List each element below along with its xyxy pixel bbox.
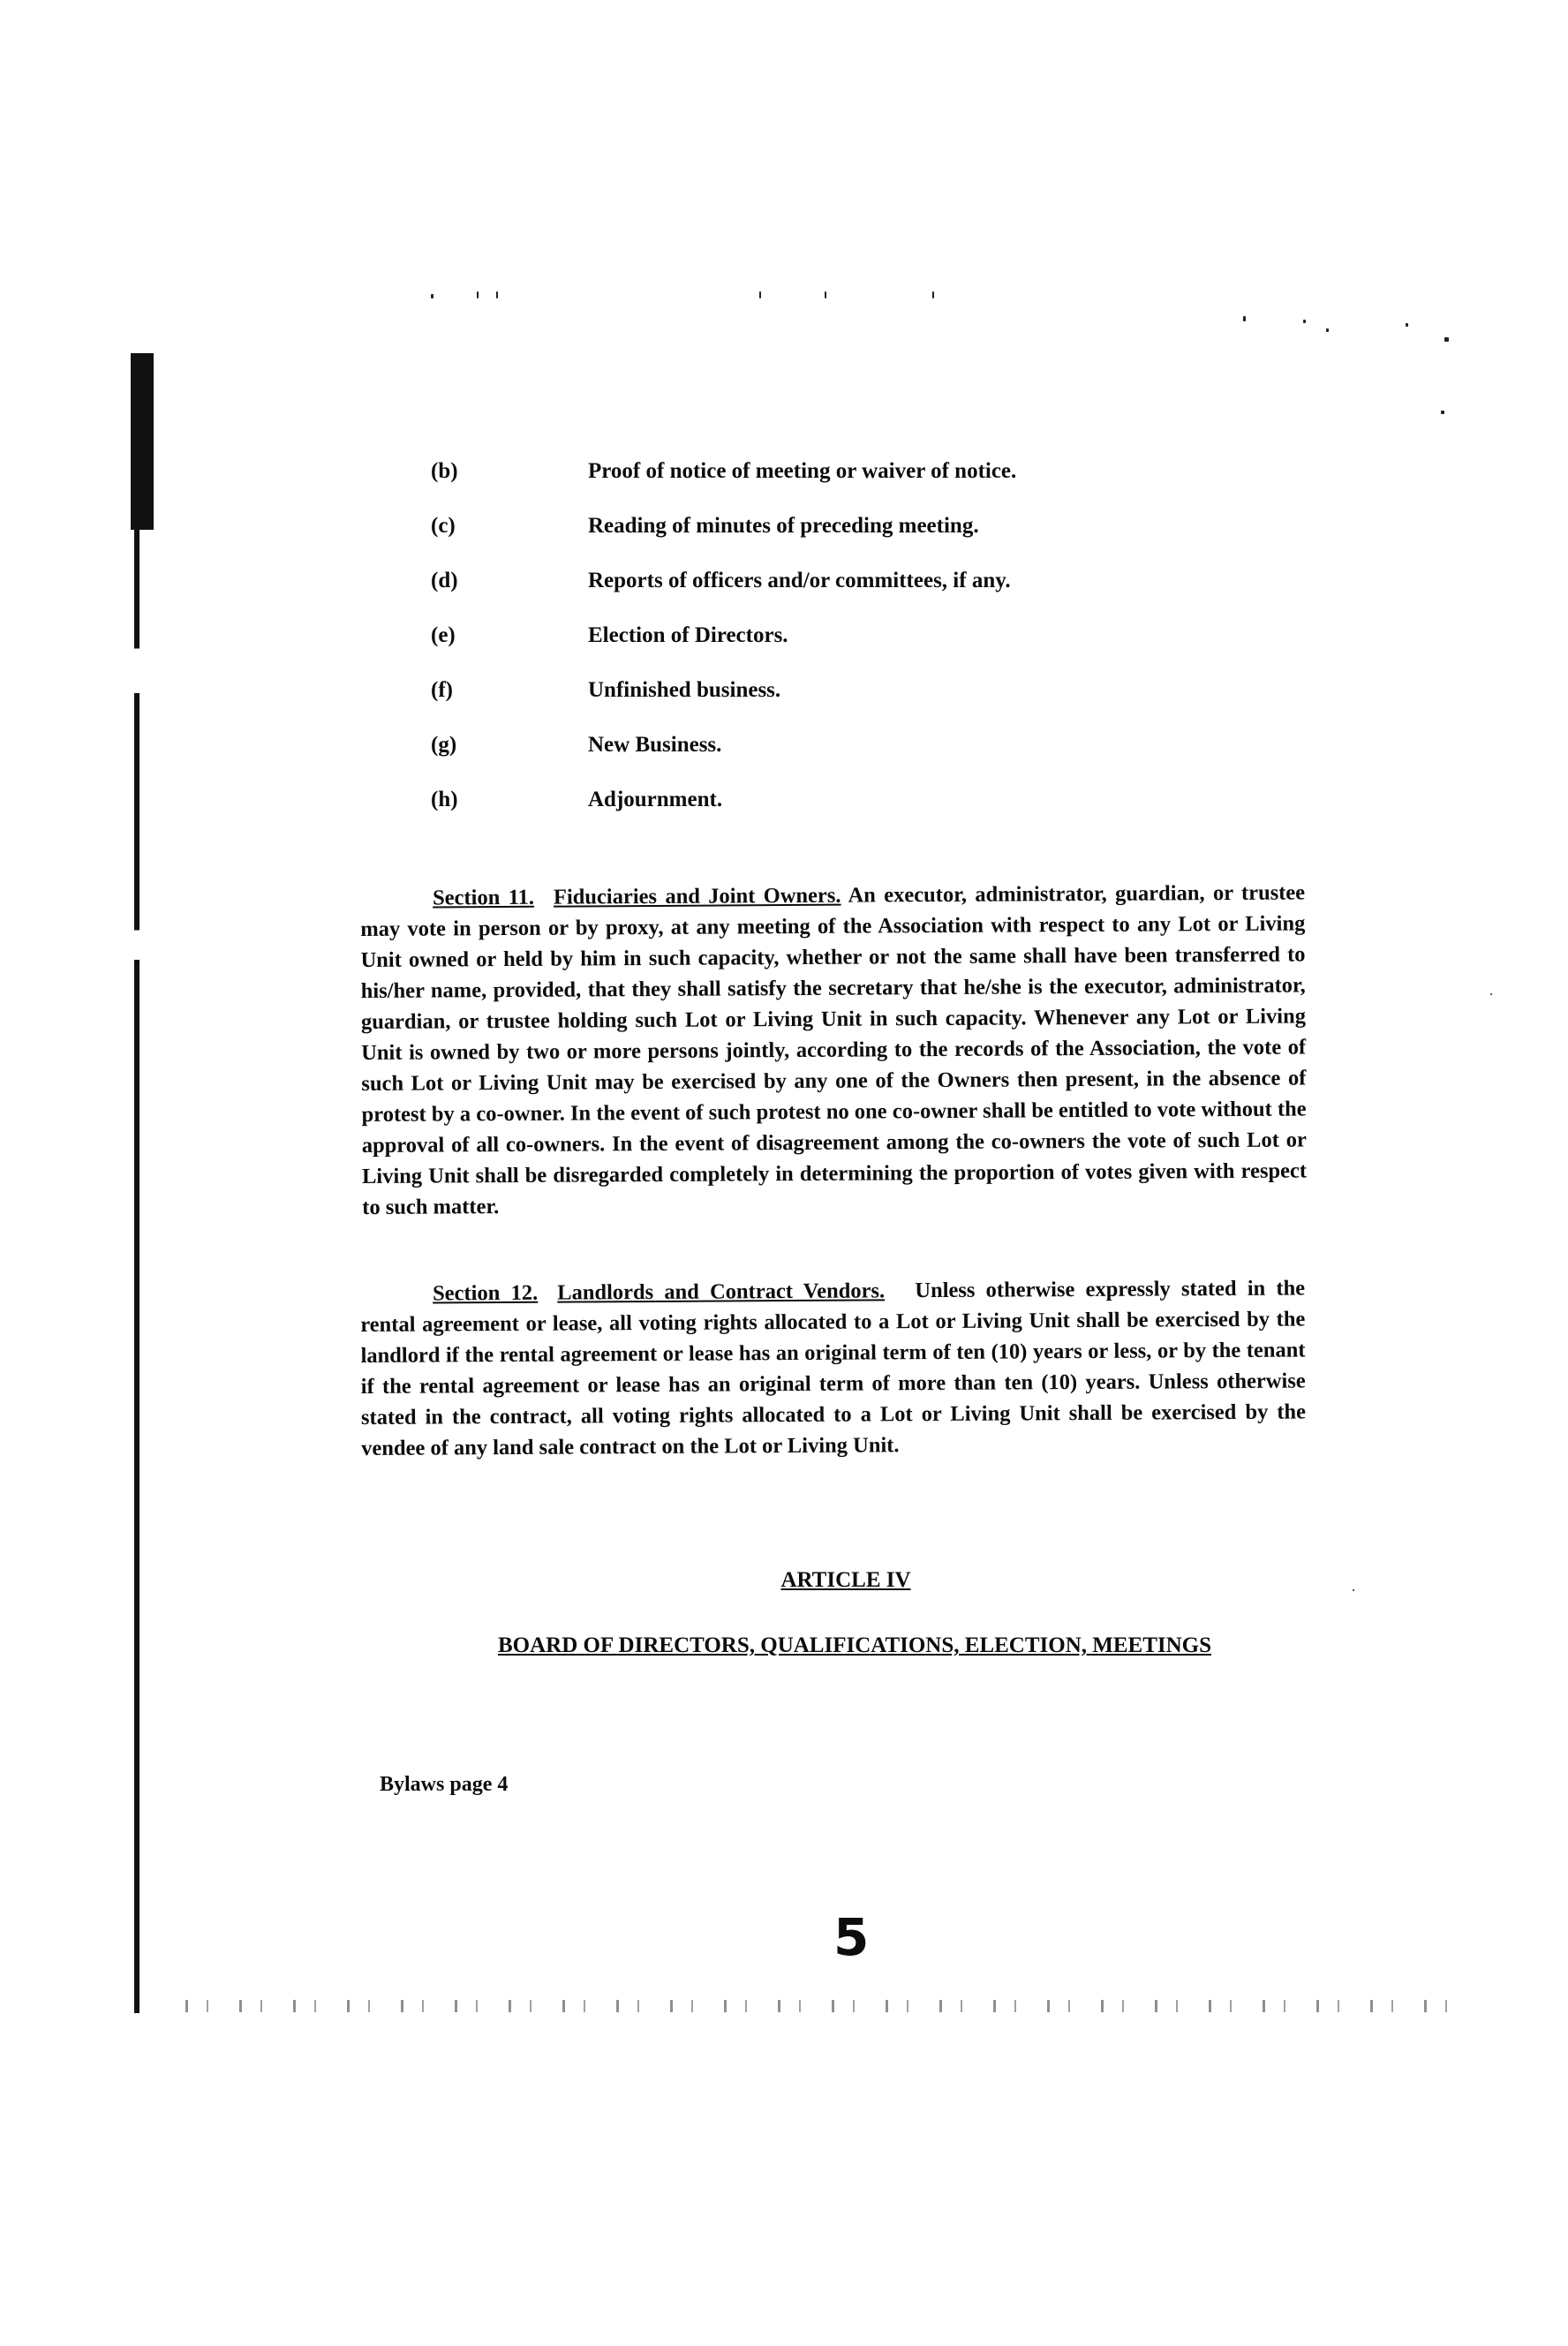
agenda-item-text: Unfinished business. <box>588 678 781 702</box>
paragraph-indent <box>360 904 433 905</box>
agenda-item-text: Proof of notice of meeting or waiver of notice. <box>588 459 1017 483</box>
section-12-paragraph <box>360 1272 1306 1464</box>
agenda-item-letter: (e) <box>431 623 456 647</box>
page-number: 5 <box>833 1907 870 1967</box>
scan-speck <box>825 291 826 298</box>
section-11-paragraph <box>360 877 1307 1223</box>
agenda-item-text: Reports of officers and/or committees, if any. <box>588 569 1011 592</box>
agenda-item <box>431 678 1225 733</box>
agenda-item-text: New Business. <box>588 733 722 757</box>
agenda-item-text: Adjournment. <box>588 788 723 811</box>
scan-speck <box>932 291 934 298</box>
scan-speck <box>1326 328 1329 332</box>
agenda-item <box>431 733 1225 788</box>
section-12-body: Unless otherwise expressly stated in the rental agreement or lease, all voting rights allocated to a Lot or Living Unit shall be exercised by the landlord if the rental agreement or lease has an original term of ten (10) years or less, or by the tenant if the rental agreement or lease has an original term of more than ten (10) years. Unless otherwise stated in the contract, all voting rights allocated to a Lot or Living Unit shall be exercised by the vendee of any land sale contract on the Lot or Living Unit. <box>360 1276 1307 1460</box>
agenda-item-text: Election of Directors. <box>588 623 788 647</box>
paragraph-indent <box>360 1300 433 1301</box>
agenda-item-letter: (f) <box>431 678 453 702</box>
agenda-item <box>431 459 1225 514</box>
scan-edge-dots <box>185 2000 1466 2012</box>
article-title: BOARD OF DIRECTORS, QUALIFICATIONS, ELECTION, MEETINGS <box>497 1633 1212 1657</box>
section-11-label: Section 11. <box>433 885 535 910</box>
section-11-title: Fiduciaries and Joint Owners. <box>553 883 841 909</box>
scan-speck <box>1303 320 1306 323</box>
article-number: ARTICLE IV <box>780 1568 911 1592</box>
agenda-item <box>431 514 1225 569</box>
agenda-list <box>431 459 1225 842</box>
scan-speck <box>1243 316 1246 321</box>
agenda-item-letter: (d) <box>431 569 458 592</box>
scan-speck <box>1444 337 1449 342</box>
scan-speck <box>1490 993 1492 995</box>
scan-speck <box>431 294 433 298</box>
scan-speck <box>759 291 761 298</box>
scan-speck <box>496 291 498 298</box>
scan-speck <box>1441 411 1444 414</box>
section-11-body: An executor, administrator, guardian, or trustee may vote in person or by proxy, at any meeting of the Association with respect to any Lot or Living Unit owned or held by him in such capacity, whether or not the same shall have been transferred to his/her name, provided, that they shall satisfy the secretary that he/she is the executor, administrator, guardian, or trustee holding such Lot or Living Unit in such capacity. Whenever any Lot or Living Unit is owned by two or more persons jointly, according to the records of the Association, the vote of such Lot or Living Unit may be exercised by any one of the Owners then present, in the absence of protest by a co-owner. In the event of such protest no one co-owner shall be entitled to vote without the approval of all co-owners. In the event of disagreement among the co-owners the vote of such Lot or Living Unit shall be disregarded completely in determining the proportion of votes given with respect to such matter. <box>360 880 1308 1219</box>
binding-edge-line <box>134 530 139 2013</box>
binding-mark <box>131 353 154 530</box>
agenda-item-letter: (c) <box>431 514 456 538</box>
section-12-title: Landlords and Contract Vendors. <box>557 1279 886 1305</box>
scan-speck <box>1406 323 1408 327</box>
agenda-item-letter: (b) <box>431 459 458 483</box>
agenda-item-letter: (h) <box>431 788 458 811</box>
scan-speck <box>477 291 479 298</box>
agenda-item <box>431 569 1225 623</box>
agenda-item-text: Reading of minutes of preceding meeting. <box>588 514 979 538</box>
page-footer: Bylaws page 4 <box>380 1773 509 1796</box>
agenda-item <box>431 788 1225 842</box>
agenda-item <box>431 623 1225 678</box>
section-12-label: Section 12. <box>433 1280 539 1306</box>
agenda-item-letter: (g) <box>431 733 457 757</box>
